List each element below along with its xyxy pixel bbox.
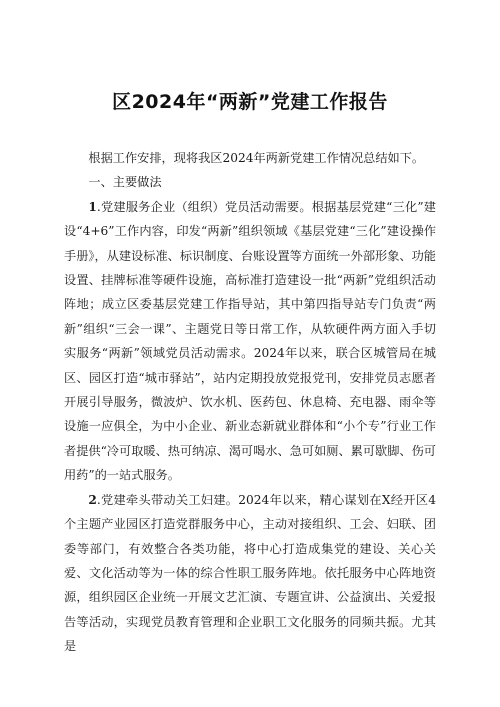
item-2-text: .党建牵头带动关工妇建。2024年以来，精心谋划在X经开区4个主题产业园区打造党群服务中心，主动对接组织、工会、妇联、团委等部门，有效整合各类功能，将中心打造成集党的建设、关心关爱、文化活动等为一体的综合性职工服务阵地。依托服务中心阵地资源，组织园区企业统一开展文艺汇演、专题宣讲、公益演出、关爱报告等活动，实现党员教育管理和企业职工文化服务的同频共振。尤其是 bbox=[64, 492, 436, 654]
item-1-paragraph bbox=[64, 195, 436, 488]
item-1-number: 1 bbox=[88, 199, 97, 214]
item-2-paragraph bbox=[64, 488, 436, 659]
document-title: 区2024年“两新”党建工作报告 bbox=[112, 91, 388, 113]
intro-paragraph: 根据工作安排，现将我区2024年两新党建工作情况总结如下。 bbox=[88, 151, 425, 165]
section-heading-main-practices: 一、主要做法 bbox=[88, 175, 162, 190]
item-2-number: 2 bbox=[88, 492, 97, 507]
item-1-text: .党建服务企业（组织）党员活动需要。根据基层党建“三化”建设“4+6”工作内容，印发“两新”组织领域《基层党建“三化”建设操作手册》，从建设标准、标识制度、台账设置等方面统一外部形象、功能设置、挂牌标准等硬件设施，高标准打造建设一批“两新”党组织活动阵地；成立区委基层党建工作指导站，其中第四指导站专门负责“两新”组织“三会一课”、主题党日等日常工作，从软硬件两方面入手切实服务“两新”领域党员活动需求。2024年以来，联合区城管局在城区、园区打造“城市驿站”，站内定期投放党报党刊，安排党员志愿者开展引导服务，微波炉、饮水机、医药包、休息椅、充电器、雨伞等设施一应俱全，为中小企业、新业态新就业群体和“小个专”行业工作者提供“冷可取暖、热可纳凉、渴可喝水、急可如厕、累可歇脚、伤可用药”的一站式服务。 bbox=[64, 199, 436, 483]
